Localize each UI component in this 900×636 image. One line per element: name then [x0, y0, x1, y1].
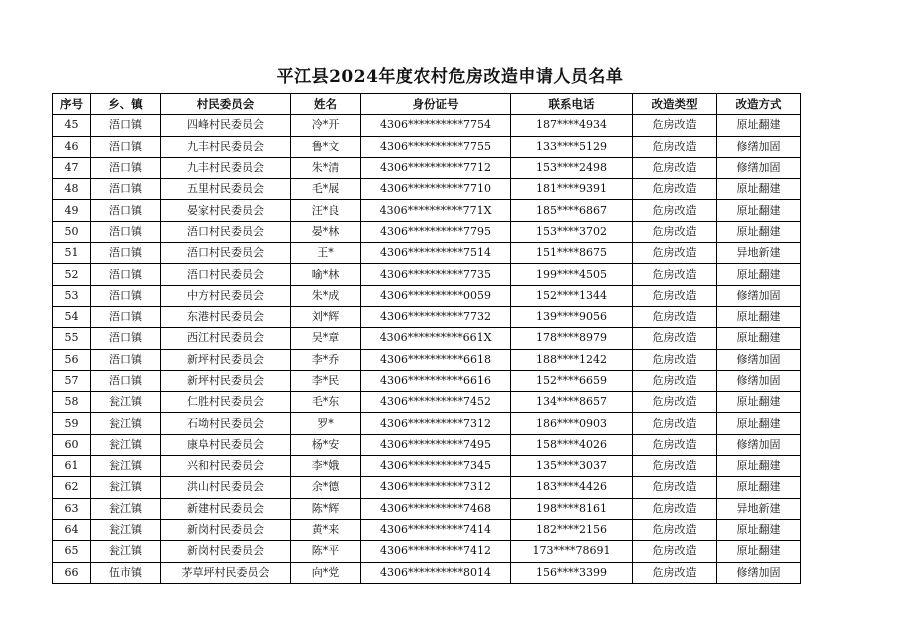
cell-renovation-type: 危房改造 — [633, 115, 717, 136]
cell-village-committee: 新坪村民委员会 — [161, 349, 291, 370]
column-header-seq: 序号 — [53, 94, 91, 115]
cell-seq: 57 — [53, 370, 91, 391]
cell-name: 刘*辉 — [291, 306, 361, 327]
cell-renovation-method: 修缮加固 — [717, 136, 801, 157]
table-row — [53, 136, 801, 157]
cell-township: 浯口镇 — [91, 285, 161, 306]
cell-renovation-type: 危房改造 — [633, 519, 717, 540]
cell-id-number: 4306**********7345 — [361, 456, 511, 477]
document-title: 平江县2024年度农村危房改造申请人员名单 — [276, 67, 624, 87]
cell-name: 吴*章 — [291, 328, 361, 349]
cell-seq: 46 — [53, 136, 91, 157]
cell-renovation-type: 危房改造 — [633, 370, 717, 391]
cell-name: 鲁*文 — [291, 136, 361, 157]
cell-seq: 54 — [53, 306, 91, 327]
cell-seq: 65 — [53, 541, 91, 562]
cell-id-number: 4306**********7795 — [361, 221, 511, 242]
cell-township: 浯口镇 — [91, 264, 161, 285]
cell-renovation-method: 修缮加固 — [717, 370, 801, 391]
cell-township: 浯口镇 — [91, 136, 161, 157]
cell-renovation-method: 异地新建 — [717, 243, 801, 264]
cell-renovation-type: 危房改造 — [633, 456, 717, 477]
cell-village-committee: 茅草坪村民委员会 — [161, 562, 291, 583]
cell-seq: 58 — [53, 392, 91, 413]
cell-township: 浯口镇 — [91, 328, 161, 349]
cell-id-number: 4306**********7412 — [361, 541, 511, 562]
column-header-township: 乡、镇 — [91, 94, 161, 115]
column-header-renovation-type: 改造类型 — [633, 94, 717, 115]
cell-phone: 173****78691 — [511, 541, 633, 562]
cell-seq: 64 — [53, 519, 91, 540]
cell-id-number: 4306**********6618 — [361, 349, 511, 370]
cell-seq: 49 — [53, 200, 91, 221]
table-body — [53, 115, 801, 584]
cell-renovation-method: 异地新建 — [717, 498, 801, 519]
table-row — [53, 115, 801, 136]
cell-name: 杨*安 — [291, 434, 361, 455]
cell-renovation-method: 原址翻建 — [717, 221, 801, 242]
cell-renovation-method: 原址翻建 — [717, 392, 801, 413]
cell-name: 李*民 — [291, 370, 361, 391]
cell-name: 余*德 — [291, 477, 361, 498]
table-row — [53, 328, 801, 349]
cell-village-committee: 九丰村民委员会 — [161, 136, 291, 157]
cell-seq: 52 — [53, 264, 91, 285]
cell-name: 朱*成 — [291, 285, 361, 306]
cell-phone: 134****8657 — [511, 392, 633, 413]
cell-village-committee: 康阜村民委员会 — [161, 434, 291, 455]
cell-township: 瓮江镇 — [91, 456, 161, 477]
cell-renovation-type: 危房改造 — [633, 264, 717, 285]
cell-renovation-method: 原址翻建 — [717, 477, 801, 498]
table-row — [53, 456, 801, 477]
cell-id-number: 4306**********7495 — [361, 434, 511, 455]
cell-renovation-method: 修缮加固 — [717, 285, 801, 306]
cell-township: 浯口镇 — [91, 306, 161, 327]
table-row — [53, 285, 801, 306]
cell-id-number: 4306**********8014 — [361, 562, 511, 583]
cell-seq: 51 — [53, 243, 91, 264]
cell-renovation-method: 原址翻建 — [717, 413, 801, 434]
table-row — [53, 179, 801, 200]
cell-renovation-method: 原址翻建 — [717, 541, 801, 562]
cell-renovation-method: 原址翻建 — [717, 328, 801, 349]
cell-renovation-type: 危房改造 — [633, 562, 717, 583]
cell-township: 瓮江镇 — [91, 519, 161, 540]
cell-renovation-type: 危房改造 — [633, 541, 717, 562]
cell-seq: 62 — [53, 477, 91, 498]
table-row — [53, 349, 801, 370]
cell-renovation-type: 危房改造 — [633, 392, 717, 413]
cell-renovation-method: 修缮加固 — [717, 349, 801, 370]
cell-township: 浯口镇 — [91, 179, 161, 200]
cell-township: 伍市镇 — [91, 562, 161, 583]
cell-phone: 139****9056 — [511, 306, 633, 327]
cell-id-number: 4306**********7732 — [361, 306, 511, 327]
cell-renovation-type: 危房改造 — [633, 328, 717, 349]
cell-name: 李*娥 — [291, 456, 361, 477]
cell-phone: 182****2156 — [511, 519, 633, 540]
table-row — [53, 392, 801, 413]
cell-renovation-type: 危房改造 — [633, 498, 717, 519]
cell-id-number: 4306**********7735 — [361, 264, 511, 285]
cell-renovation-type: 危房改造 — [633, 243, 717, 264]
cell-id-number: 4306**********7754 — [361, 115, 511, 136]
cell-renovation-type: 危房改造 — [633, 136, 717, 157]
column-header-id-number: 身份证号 — [361, 94, 511, 115]
cell-id-number: 4306**********7710 — [361, 179, 511, 200]
table-row — [53, 221, 801, 242]
cell-renovation-method: 修缮加固 — [717, 562, 801, 583]
cell-village-committee: 中方村民委员会 — [161, 285, 291, 306]
cell-village-committee: 浯口村民委员会 — [161, 221, 291, 242]
cell-phone: 185****6867 — [511, 200, 633, 221]
cell-seq: 66 — [53, 562, 91, 583]
cell-renovation-method: 原址翻建 — [717, 264, 801, 285]
cell-township: 瓮江镇 — [91, 477, 161, 498]
cell-name: 朱*清 — [291, 157, 361, 178]
cell-renovation-type: 危房改造 — [633, 200, 717, 221]
cell-renovation-type: 危房改造 — [633, 285, 717, 306]
cell-phone: 156****3399 — [511, 562, 633, 583]
cell-township: 浯口镇 — [91, 200, 161, 221]
cell-township: 瓮江镇 — [91, 392, 161, 413]
cell-renovation-method: 原址翻建 — [717, 306, 801, 327]
cell-renovation-method: 修缮加固 — [717, 434, 801, 455]
table-row — [53, 264, 801, 285]
cell-phone: 151****8675 — [511, 243, 633, 264]
cell-id-number: 4306**********7514 — [361, 243, 511, 264]
column-header-renovation-method: 改造方式 — [717, 94, 801, 115]
cell-name: 毛*东 — [291, 392, 361, 413]
cell-id-number: 4306**********7712 — [361, 157, 511, 178]
cell-renovation-type: 危房改造 — [633, 349, 717, 370]
cell-name: 黄*来 — [291, 519, 361, 540]
cell-seq: 48 — [53, 179, 91, 200]
cell-township: 浯口镇 — [91, 243, 161, 264]
cell-renovation-type: 危房改造 — [633, 157, 717, 178]
cell-phone: 133****5129 — [511, 136, 633, 157]
cell-township: 浯口镇 — [91, 115, 161, 136]
cell-renovation-type: 危房改造 — [633, 477, 717, 498]
cell-name: 罗* — [291, 413, 361, 434]
cell-seq: 47 — [53, 157, 91, 178]
table-row — [53, 243, 801, 264]
cell-renovation-type: 危房改造 — [633, 179, 717, 200]
column-header-phone: 联系电话 — [511, 94, 633, 115]
table-row — [53, 562, 801, 583]
table-row — [53, 200, 801, 221]
cell-phone: 198****8161 — [511, 498, 633, 519]
cell-seq: 59 — [53, 413, 91, 434]
cell-renovation-method: 原址翻建 — [717, 179, 801, 200]
cell-seq: 60 — [53, 434, 91, 455]
cell-village-committee: 新岗村民委员会 — [161, 519, 291, 540]
cell-village-committee: 四峰村民委员会 — [161, 115, 291, 136]
cell-seq: 53 — [53, 285, 91, 306]
cell-name: 陈*辉 — [291, 498, 361, 519]
cell-renovation-method: 原址翻建 — [717, 115, 801, 136]
cell-township: 浯口镇 — [91, 349, 161, 370]
cell-phone: 199****4505 — [511, 264, 633, 285]
cell-renovation-method: 原址翻建 — [717, 200, 801, 221]
cell-seq: 55 — [53, 328, 91, 349]
cell-id-number: 4306**********771X — [361, 200, 511, 221]
cell-name: 向*党 — [291, 562, 361, 583]
cell-phone: 181****9391 — [511, 179, 633, 200]
cell-township: 浯口镇 — [91, 370, 161, 391]
cell-seq: 45 — [53, 115, 91, 136]
cell-village-committee: 东港村民委员会 — [161, 306, 291, 327]
column-header-village-committee: 村民委员会 — [161, 94, 291, 115]
cell-id-number: 4306**********7452 — [361, 392, 511, 413]
cell-id-number: 4306**********7755 — [361, 136, 511, 157]
table-row — [53, 519, 801, 540]
cell-phone: 135****3037 — [511, 456, 633, 477]
cell-phone: 178****8979 — [511, 328, 633, 349]
cell-village-committee: 仁胜村民委员会 — [161, 392, 291, 413]
cell-village-committee: 新坪村民委员会 — [161, 370, 291, 391]
cell-phone: 158****4026 — [511, 434, 633, 455]
cell-village-committee: 洪山村民委员会 — [161, 477, 291, 498]
table-row — [53, 370, 801, 391]
cell-name: 李*乔 — [291, 349, 361, 370]
cell-id-number: 4306**********7468 — [361, 498, 511, 519]
cell-seq: 56 — [53, 349, 91, 370]
cell-renovation-method: 原址翻建 — [717, 519, 801, 540]
table-row — [53, 541, 801, 562]
cell-phone: 186****0903 — [511, 413, 633, 434]
cell-phone: 152****6659 — [511, 370, 633, 391]
cell-township: 瓮江镇 — [91, 498, 161, 519]
cell-name: 晏*林 — [291, 221, 361, 242]
cell-name: 喻*林 — [291, 264, 361, 285]
cell-name: 王* — [291, 243, 361, 264]
cell-id-number: 4306**********7312 — [361, 413, 511, 434]
cell-phone: 153****3702 — [511, 221, 633, 242]
cell-village-committee: 晏家村民委员会 — [161, 200, 291, 221]
cell-township: 瓮江镇 — [91, 541, 161, 562]
cell-id-number: 4306**********661X — [361, 328, 511, 349]
cell-renovation-type: 危房改造 — [633, 413, 717, 434]
table-row — [53, 498, 801, 519]
cell-id-number: 4306**********6616 — [361, 370, 511, 391]
cell-township: 瓮江镇 — [91, 413, 161, 434]
table-row — [53, 306, 801, 327]
cell-seq: 50 — [53, 221, 91, 242]
cell-village-committee: 兴和村民委员会 — [161, 456, 291, 477]
cell-township: 浯口镇 — [91, 157, 161, 178]
table-row — [53, 434, 801, 455]
cell-name: 冷*开 — [291, 115, 361, 136]
cell-village-committee: 浯口村民委员会 — [161, 243, 291, 264]
cell-phone: 152****1344 — [511, 285, 633, 306]
cell-seq: 63 — [53, 498, 91, 519]
cell-renovation-type: 危房改造 — [633, 221, 717, 242]
table-row — [53, 477, 801, 498]
cell-village-committee: 新岗村民委员会 — [161, 541, 291, 562]
cell-village-committee: 浯口村民委员会 — [161, 264, 291, 285]
cell-id-number: 4306**********7312 — [361, 477, 511, 498]
cell-name: 汪*良 — [291, 200, 361, 221]
table-row — [53, 157, 801, 178]
cell-phone: 183****4426 — [511, 477, 633, 498]
cell-name: 陈*平 — [291, 541, 361, 562]
cell-id-number: 4306**********7414 — [361, 519, 511, 540]
cell-phone: 188****1242 — [511, 349, 633, 370]
cell-phone: 153****2498 — [511, 157, 633, 178]
column-header-name: 姓名 — [291, 94, 361, 115]
table-header-row — [53, 94, 801, 115]
cell-village-committee: 西江村民委员会 — [161, 328, 291, 349]
cell-renovation-method: 原址翻建 — [717, 456, 801, 477]
table-row — [53, 413, 801, 434]
cell-renovation-type: 危房改造 — [633, 434, 717, 455]
cell-renovation-method: 修缮加固 — [717, 157, 801, 178]
cell-id-number: 4306**********0059 — [361, 285, 511, 306]
cell-village-committee: 九丰村民委员会 — [161, 157, 291, 178]
cell-village-committee: 石坳村民委员会 — [161, 413, 291, 434]
cell-seq: 61 — [53, 456, 91, 477]
cell-village-committee: 新建村民委员会 — [161, 498, 291, 519]
cell-name: 毛*展 — [291, 179, 361, 200]
cell-township: 瓮江镇 — [91, 434, 161, 455]
cell-renovation-type: 危房改造 — [633, 306, 717, 327]
cell-phone: 187****4934 — [511, 115, 633, 136]
applicant-table — [52, 93, 801, 584]
cell-village-committee: 五里村民委员会 — [161, 179, 291, 200]
cell-township: 浯口镇 — [91, 221, 161, 242]
